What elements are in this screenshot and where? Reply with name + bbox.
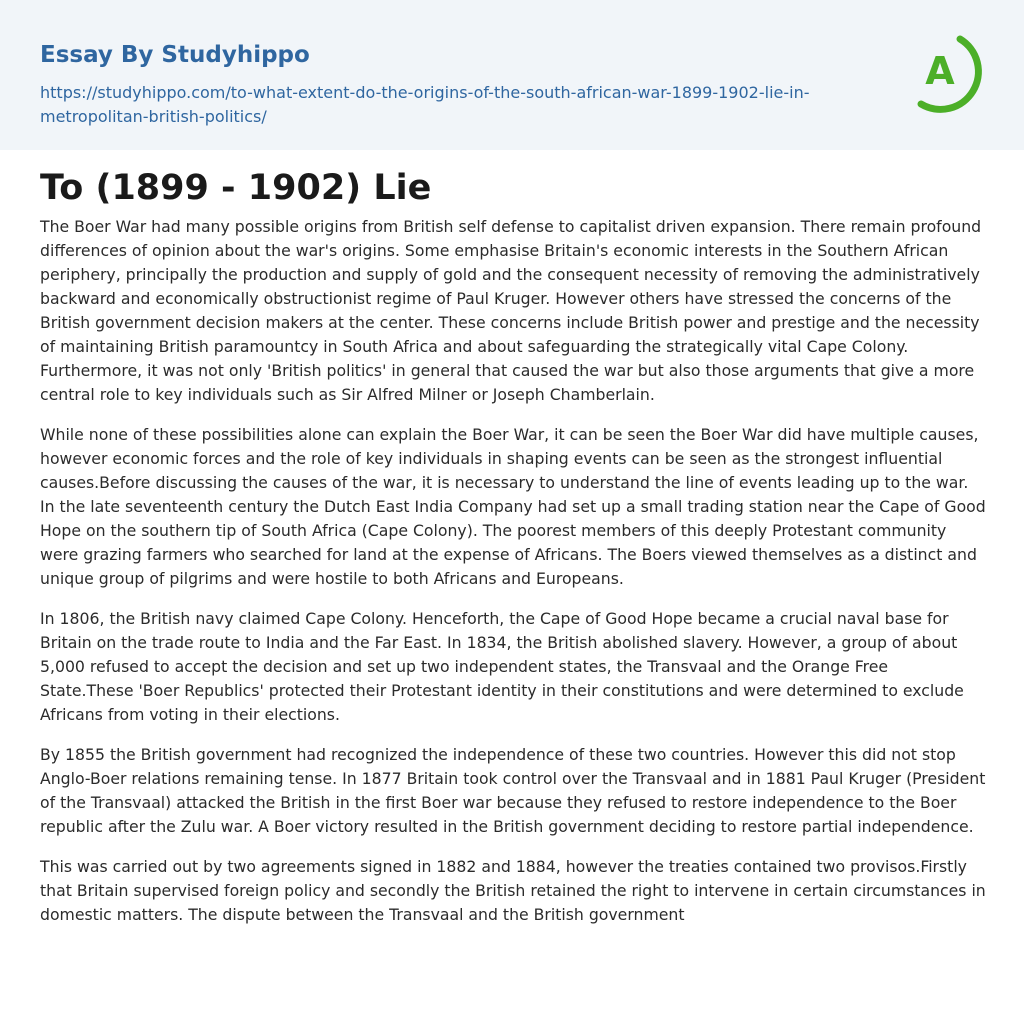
site-brand[interactable]: Essay By Studyhippo — [40, 42, 310, 68]
article-paragraph: By 1855 the British government had recognized the independence of these two countries. However this did not stop Anglo-Boer relations remaining tense. In 1877 Britain took control over the Transvaal and in 1881 Paul Kruger (President of the Transvaal) attacked the British in the first Boer war because they refused to restore independence to the Boer republic after the Zulu war. A Boer victory resulted in the British government deciding to restore partial independence. — [40, 745, 986, 836]
article-paragraph: The Boer War had many possible origins from British self defense to capitalist driven expansion. There remain profound differences of opinion about the war's origins. Some emphasise Britain's economic interests in the Southern African periphery, principally the production and supply of gold and the consequent necessity of removing the administratively backward and economically obstructionist regime of Paul Kruger. However others have stressed the concerns of the British government decision makers at the center. These concerns include British power and prestige and the necessity of maintaining British paramountcy in South Africa and about safeguarding the strategically vital Cape Colony. Furthermore, it was not only 'British politics' in general that caused the war but also those arguments that give a more central role to key individuals such as Sir Alfred Milner or Joseph Chamberlain. — [40, 217, 982, 404]
site-header — [0, 0, 1024, 150]
article-content — [40, 166, 986, 943]
logo-letter: A — [925, 49, 955, 93]
article-title: To (1899 - 1902) Lie — [40, 168, 432, 208]
essay-url-link[interactable]: https://studyhippo.com/to-what-extent-do-the-origins-of-the-south-african-war-1899-1902-lie-in-metropolitan-british-politics/ — [40, 83, 810, 126]
article-paragraph: In 1806, the British navy claimed Cape Colony. Henceforth, the Cape of Good Hope became a crucial naval base for Britain on the trade route to India and the Far East. In 1834, the British abolished slavery. However, a group of about 5,000 refused to accept the decision and set up two independent states, the Transvaal and the Orange Free State.These 'Boer Republics' protected their Protestant identity in their constitutions and were determined to exclude Africans from voting in their elections. — [40, 609, 964, 724]
article-paragraph: This was carried out by two agreements signed in 1882 and 1884, however the treaties contained two provisos.Firstly that Britain supervised foreign policy and secondly the British retained the right to intervene in certain circumstances in domestic matters. The dispute between the Transvaal and the British government — [40, 857, 986, 924]
studyhippo-logo-icon[interactable] — [908, 30, 988, 116]
article-paragraph: While none of these possibilities alone can explain the Boer War, it can be seen the Boer War did have multiple causes, however economic forces and the role of key individuals in shaping events can be seen as the strongest influential causes.Before discussing the causes of the war, it is necessary to understand the line of events leading up to the war. In the late seventeenth century the Dutch East India Company had set up a small trading station near the Cape of Good Hope on the southern tip of South Africa (Cape Colony). The poorest members of this deeply Protestant community were grazing farmers who searched for land at the expense of Africans. The Boers viewed themselves as a distinct and unique group of pilgrims and were hostile to both Africans and Europeans. — [40, 425, 986, 588]
